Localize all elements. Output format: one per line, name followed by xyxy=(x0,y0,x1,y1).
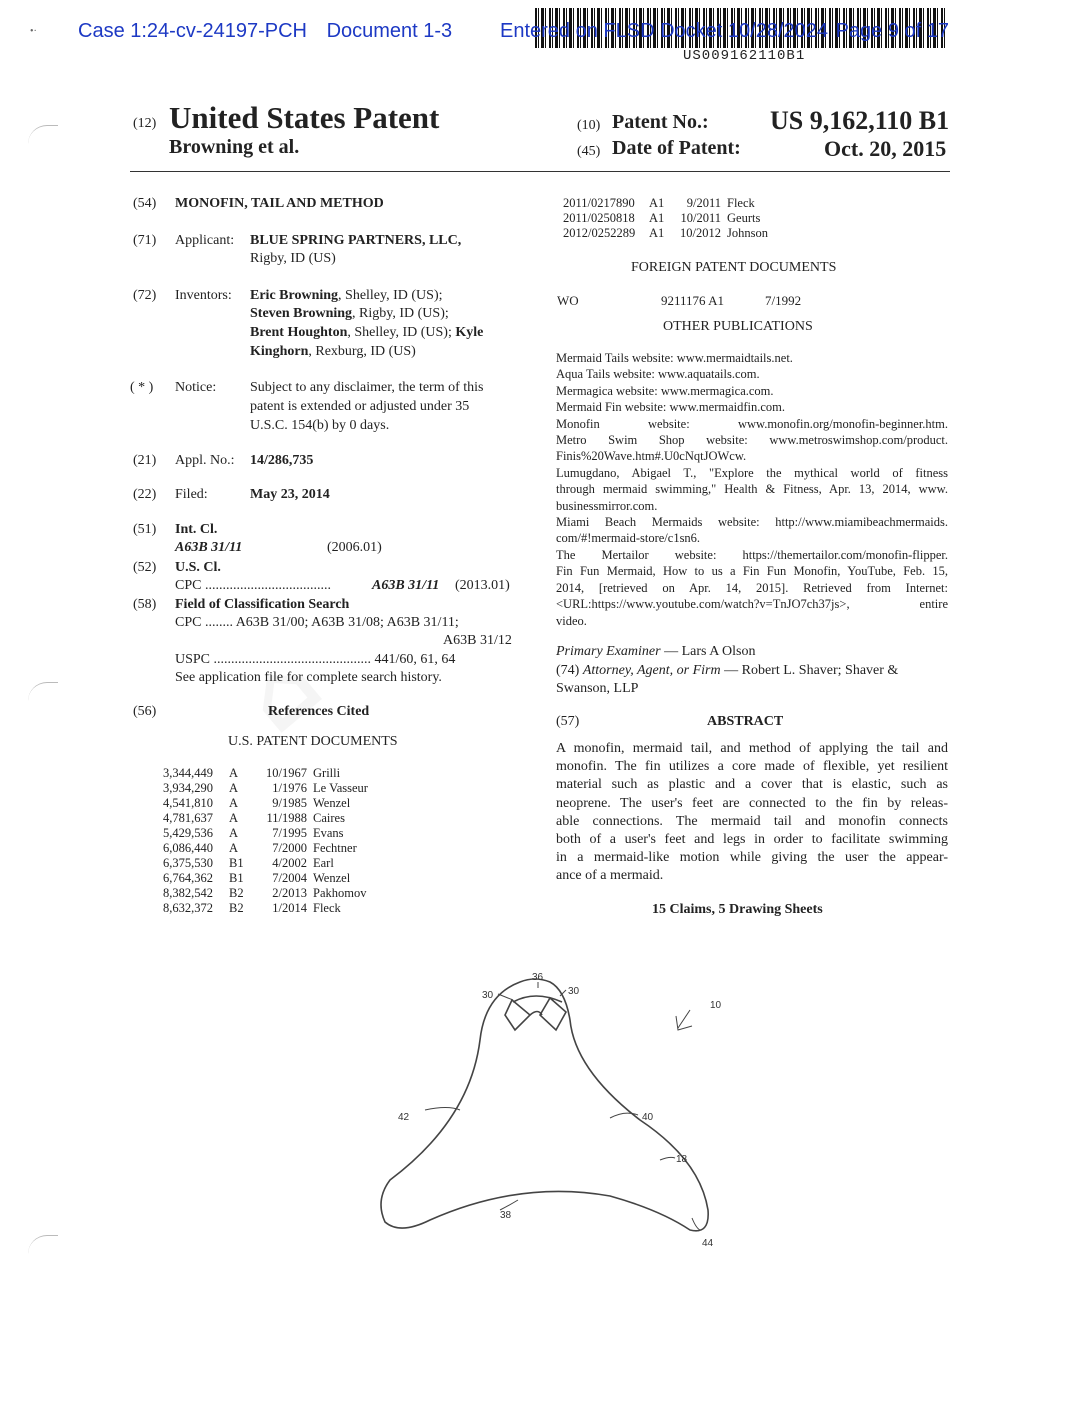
monofin-drawing xyxy=(370,960,750,1260)
f52-code: (52) xyxy=(133,560,157,575)
foreign-num: 9211176 A1 xyxy=(661,293,724,308)
drawing-ref-label: 40 xyxy=(642,1112,654,1123)
intcl-class: A63B 31/11 xyxy=(175,540,243,555)
abstract-line: material such as plastic and a cover that is elastic, such as xyxy=(556,777,948,793)
abstract-line: monofin. The fin utilizes a core made of flexible, yet resilient xyxy=(556,759,948,775)
publication-line: <URL:https://www.youtube.com/watch?v=TnJO7ch37js>, entire xyxy=(556,597,948,612)
applicant-location: Rigby, ID (US) xyxy=(250,251,336,266)
abstract-text xyxy=(556,740,948,886)
drawing-ref-label: 42 xyxy=(398,1112,410,1123)
f54-code: (54) xyxy=(133,196,157,211)
uscl-year: (2013.01) xyxy=(455,578,510,593)
reference-cell: 5,429,536 xyxy=(163,826,213,840)
reference-cell: 2/2013 xyxy=(272,886,307,900)
foreign-docs-label: FOREIGN PATENT DOCUMENTS xyxy=(631,260,837,275)
reference-cell: 10/1967 xyxy=(266,766,307,780)
f51-code: (51) xyxy=(133,522,157,537)
page-count: Page 9 of 17 xyxy=(835,20,949,42)
reference-cell: 9/1985 xyxy=(272,796,307,810)
publication-line: Mermaid Fin website: www.mermaidfin.com. xyxy=(556,400,786,415)
applicant-name: BLUE SPRING PARTNERS, LLC, xyxy=(250,233,462,248)
reference-cell: 10/2011 xyxy=(680,211,721,225)
examiner-line xyxy=(556,644,755,660)
publication-line: Metro Swim Shop website: www.metroswimshop.com/product. xyxy=(556,433,948,448)
f56-code: (56) xyxy=(133,704,157,719)
reference-cell: Pakhomov xyxy=(313,886,367,900)
uscl-cpc: CPC .................................... xyxy=(175,578,331,593)
notice-line: patent is extended or adjusted under 35 xyxy=(250,399,470,414)
court-header xyxy=(78,20,466,43)
claims-summary: 15 Claims, 5 Drawing Sheets xyxy=(652,902,823,917)
uscl-class: A63B 31/11 xyxy=(372,578,440,593)
inventor-line-1 xyxy=(250,288,443,304)
reference-cell: 4,781,637 xyxy=(163,811,213,825)
reference-cell: 6,086,440 xyxy=(163,841,213,855)
scan-mark xyxy=(28,125,58,144)
inventor-name: Steven Browning xyxy=(250,306,353,321)
examiner-name: — Lars A Olson xyxy=(660,644,756,659)
reference-cell: 8,632,372 xyxy=(163,901,213,915)
f21-code: (21) xyxy=(133,453,157,468)
f71-code: (71) xyxy=(133,233,157,248)
publication-line: Miami Beach Mermaids website: http://www.miamibeachmermaids. xyxy=(556,515,948,530)
reference-cell: 9/2011 xyxy=(686,196,721,210)
reference-row xyxy=(563,226,793,241)
reference-row xyxy=(163,766,389,781)
abstract-line: ance of a mermaid. xyxy=(556,868,664,884)
attorney-name: — Robert L. Shaver; Shaver & xyxy=(720,663,899,678)
barcode-number: US009162110B1 xyxy=(683,48,806,64)
publication-line: Aqua Tails website: www.aquatails.com. xyxy=(556,367,760,382)
publication-line: The Mertailor website: https://themertailor.com/monofin-flipper. xyxy=(556,547,948,562)
attorney-line-2: Swanson, LLP xyxy=(556,681,639,696)
publication-line: com/#!mermaid-store/c1sn6. xyxy=(556,531,701,546)
reference-cell: Evans xyxy=(313,826,344,840)
title-field: MONOFIN, TAIL AND METHOD xyxy=(175,196,384,211)
publication-line: 2014, [retrieved on Apr. 14, 2015]. Retrieved from Internet: xyxy=(556,580,948,595)
monofin-outline xyxy=(381,979,708,1231)
header-rule xyxy=(130,171,950,172)
abstract-title: ABSTRACT xyxy=(707,714,784,729)
inventor-name: Kyle xyxy=(455,325,484,340)
reference-cell: 1/2014 xyxy=(272,901,307,915)
reference-cell: Wenzel xyxy=(313,871,351,885)
inventor-name: Brent Houghton xyxy=(250,325,348,340)
reference-cell: Fechtner xyxy=(313,841,357,855)
drawing-ref-label: 44 xyxy=(702,1238,714,1249)
field-search-cpc: A63B 31/12 xyxy=(443,633,512,648)
abstract-line: both of a user's feet and legs in order to facilitate swimming xyxy=(556,832,948,848)
attorney-label: Attorney, Agent, or Firm xyxy=(582,663,721,678)
examiner-label: Primary Examiner xyxy=(556,644,661,659)
appl-no-value: 14/286,735 xyxy=(250,453,314,468)
reference-cell: A1 xyxy=(649,226,665,240)
abstract-line: able connections. The mermaid tail and monofin connects xyxy=(556,813,948,829)
reference-cell: B1 xyxy=(229,856,244,870)
inventor-loc: , Rexburg, ID (US) xyxy=(308,344,416,359)
inventor-loc: , Shelley, ID (US); xyxy=(347,325,456,340)
inventor-loc: , Shelley, ID (US); xyxy=(338,288,443,303)
reference-cell: A xyxy=(229,811,239,825)
reference-cell: Fleck xyxy=(727,196,755,210)
foreign-date: 7/1992 xyxy=(765,293,802,308)
reference-cell: A xyxy=(229,766,239,780)
reference-cell: Geurts xyxy=(727,211,761,225)
filed-label: Filed: xyxy=(175,487,208,502)
drawing-ref-label: 30 xyxy=(568,986,580,997)
references-cited-label: References Cited xyxy=(268,704,370,719)
abstract-code: (57) xyxy=(556,714,580,729)
reference-cell: A xyxy=(229,796,239,810)
appl-no-label: Appl. No.: xyxy=(175,453,235,468)
f58-code: (58) xyxy=(133,597,157,612)
f22-code: (22) xyxy=(133,487,157,502)
date-label: Date of Patent: xyxy=(612,137,741,159)
publication-line: businessmirror.com. xyxy=(556,498,658,513)
field-search-cpc: CPC ........ A63B 31/00; A63B 31/08; A63B 31/11; xyxy=(175,615,459,630)
inventor-line-3 xyxy=(250,325,483,341)
inventor-short: Browning et al. xyxy=(169,136,300,158)
notice-label: Notice: xyxy=(175,380,217,395)
reference-cell: B2 xyxy=(229,886,244,900)
reference-row xyxy=(163,901,389,916)
reference-cell: 2011/0250818 xyxy=(563,211,635,225)
reference-row xyxy=(163,886,389,901)
reference-cell: 4,541,810 xyxy=(163,796,213,810)
reference-row xyxy=(163,871,389,886)
reference-cell: 7/2000 xyxy=(272,841,307,855)
entered-stamp xyxy=(500,20,949,43)
uscl-label: U.S. Cl. xyxy=(175,560,221,575)
attorney-line xyxy=(556,663,898,679)
abstract-line: in a mermaid-like motion while giving the user the appear- xyxy=(556,850,948,866)
reference-cell: 4/2002 xyxy=(272,856,307,870)
inventor-line-4 xyxy=(250,344,416,360)
publication-line: Monofin website: www.monofin.org/monofin-beginner.htm. xyxy=(556,416,948,431)
field-search-uspc: USPC ............................................. 441/60, 61, 64 xyxy=(175,652,456,667)
drawing-ref-label: 10 xyxy=(710,1000,722,1011)
us-pub-references-table xyxy=(563,196,793,241)
date-value: Oct. 20, 2015 xyxy=(824,136,947,161)
reference-row xyxy=(163,811,389,826)
reference-cell: Grilli xyxy=(313,766,341,780)
drawing-ref-label: 30 xyxy=(482,990,494,1001)
abstract-line: A monofin, mermaid tail, and method of applying the tail and xyxy=(556,741,948,756)
f72-code: (72) xyxy=(133,288,157,303)
publication-line: Finis%20Wave.htm#.U0cNqtJOWcw. xyxy=(556,449,747,464)
applicant-label: Applicant: xyxy=(175,233,235,248)
field-search-label: Field of Classification Search xyxy=(175,597,350,612)
reference-cell: 2011/0217890 xyxy=(563,196,635,210)
patent-no-label: Patent No.: xyxy=(612,111,709,133)
intcl-label: Int. Cl. xyxy=(175,522,218,537)
abstract-line: neoprene. The user's feet are connected to the fin by releas- xyxy=(556,795,948,811)
reference-row xyxy=(163,781,389,796)
inventor-name: Kinghorn xyxy=(250,344,309,359)
notice-code: ( * ) xyxy=(130,380,154,395)
reference-cell: Fleck xyxy=(313,901,341,915)
publication-line: Lumugdano, Abigael T., "Explore the mythical world of fitness xyxy=(556,465,948,480)
entered-text: Entered on FLSD Docket 10/28/2024 xyxy=(500,20,828,42)
reference-cell: 3,344,449 xyxy=(163,766,213,780)
reference-cell: 6,375,530 xyxy=(163,856,213,870)
publication-line: video. xyxy=(556,613,587,628)
field-search-see: See application file for complete search history. xyxy=(175,670,442,685)
reference-cell: B2 xyxy=(229,901,244,915)
scan-mark xyxy=(28,682,58,701)
other-publications-list xyxy=(556,350,948,629)
reference-cell: Le Vasseur xyxy=(313,781,368,795)
us-patent-docs-label: U.S. PATENT DOCUMENTS xyxy=(228,734,398,749)
patent-type: United States Patent xyxy=(169,100,440,135)
reference-row xyxy=(563,211,793,226)
reference-row xyxy=(163,841,389,856)
reference-row xyxy=(563,196,793,211)
code-12: (12) xyxy=(133,116,157,131)
reference-cell: Caires xyxy=(313,811,345,825)
reference-cell: B1 xyxy=(229,871,244,885)
reference-cell: Johnson xyxy=(727,226,768,240)
code-45: (45) xyxy=(577,144,601,159)
reference-cell: 6,764,362 xyxy=(163,871,213,885)
publication-line: Mermaid Tails website: www.mermaidtails.net. xyxy=(556,351,793,365)
reference-cell: 7/1995 xyxy=(272,826,307,840)
inventor-loc: , Rigby, ID (US); xyxy=(352,306,449,321)
patent-no-value: US 9,162,110 B1 xyxy=(770,106,950,135)
other-pubs-label: OTHER PUBLICATIONS xyxy=(663,319,813,334)
publication-line: through mermaid swimming," Health & Fitness, Apr. 13, 2014, www. xyxy=(556,482,948,497)
reference-cell: A xyxy=(229,826,239,840)
scan-dot: •· xyxy=(30,26,37,37)
code-10: (10) xyxy=(577,118,601,133)
reference-cell: A1 xyxy=(649,211,665,225)
reference-cell: A1 xyxy=(649,196,665,210)
reference-cell: 3,934,290 xyxy=(163,781,213,795)
attorney-code: (74) xyxy=(556,663,580,678)
scan-mark xyxy=(28,1235,58,1254)
reference-cell: Wenzel xyxy=(313,796,351,810)
filed-value: May 23, 2014 xyxy=(250,487,330,502)
inventors-label: Inventors: xyxy=(175,288,232,303)
drawing-ref-label: 36 xyxy=(532,972,544,983)
reference-cell: 11/1988 xyxy=(266,811,307,825)
intcl-year: (2006.01) xyxy=(327,540,382,555)
foreign-wo: WO xyxy=(557,293,579,308)
reference-cell: Earl xyxy=(313,856,334,870)
publication-line: Fin Fun Mermaid, How to us a Fin Fun Monofin, YouTube, Feb. 15, xyxy=(556,564,948,579)
reference-cell: 1/1976 xyxy=(272,781,307,795)
case-number: Case 1:24-cv-24197-PCH xyxy=(78,20,307,42)
reference-cell: 8,382,542 xyxy=(163,886,213,900)
us-references-table xyxy=(163,766,389,916)
reference-cell: 10/2012 xyxy=(680,226,721,240)
drawing-ref-label: 38 xyxy=(500,1210,512,1221)
reference-cell: 2012/0252289 xyxy=(563,226,636,240)
inventor-line-2 xyxy=(250,306,449,322)
notice-line: Subject to any disclaimer, the term of this xyxy=(250,380,484,395)
reference-cell: 7/2004 xyxy=(272,871,307,885)
reference-cell: A xyxy=(229,781,239,795)
reference-cell: A xyxy=(229,841,239,855)
reference-row xyxy=(163,796,389,811)
document-number: Document 1-3 xyxy=(326,20,453,42)
drawing-ref-label: 18 xyxy=(676,1154,688,1165)
reference-row xyxy=(163,826,389,841)
inventor-name: Eric Browning xyxy=(250,288,339,303)
notice-line: U.S.C. 154(b) by 0 days. xyxy=(250,418,390,433)
publication-line: Mermagica website: www.mermagica.com. xyxy=(556,383,774,398)
reference-row xyxy=(163,856,389,871)
